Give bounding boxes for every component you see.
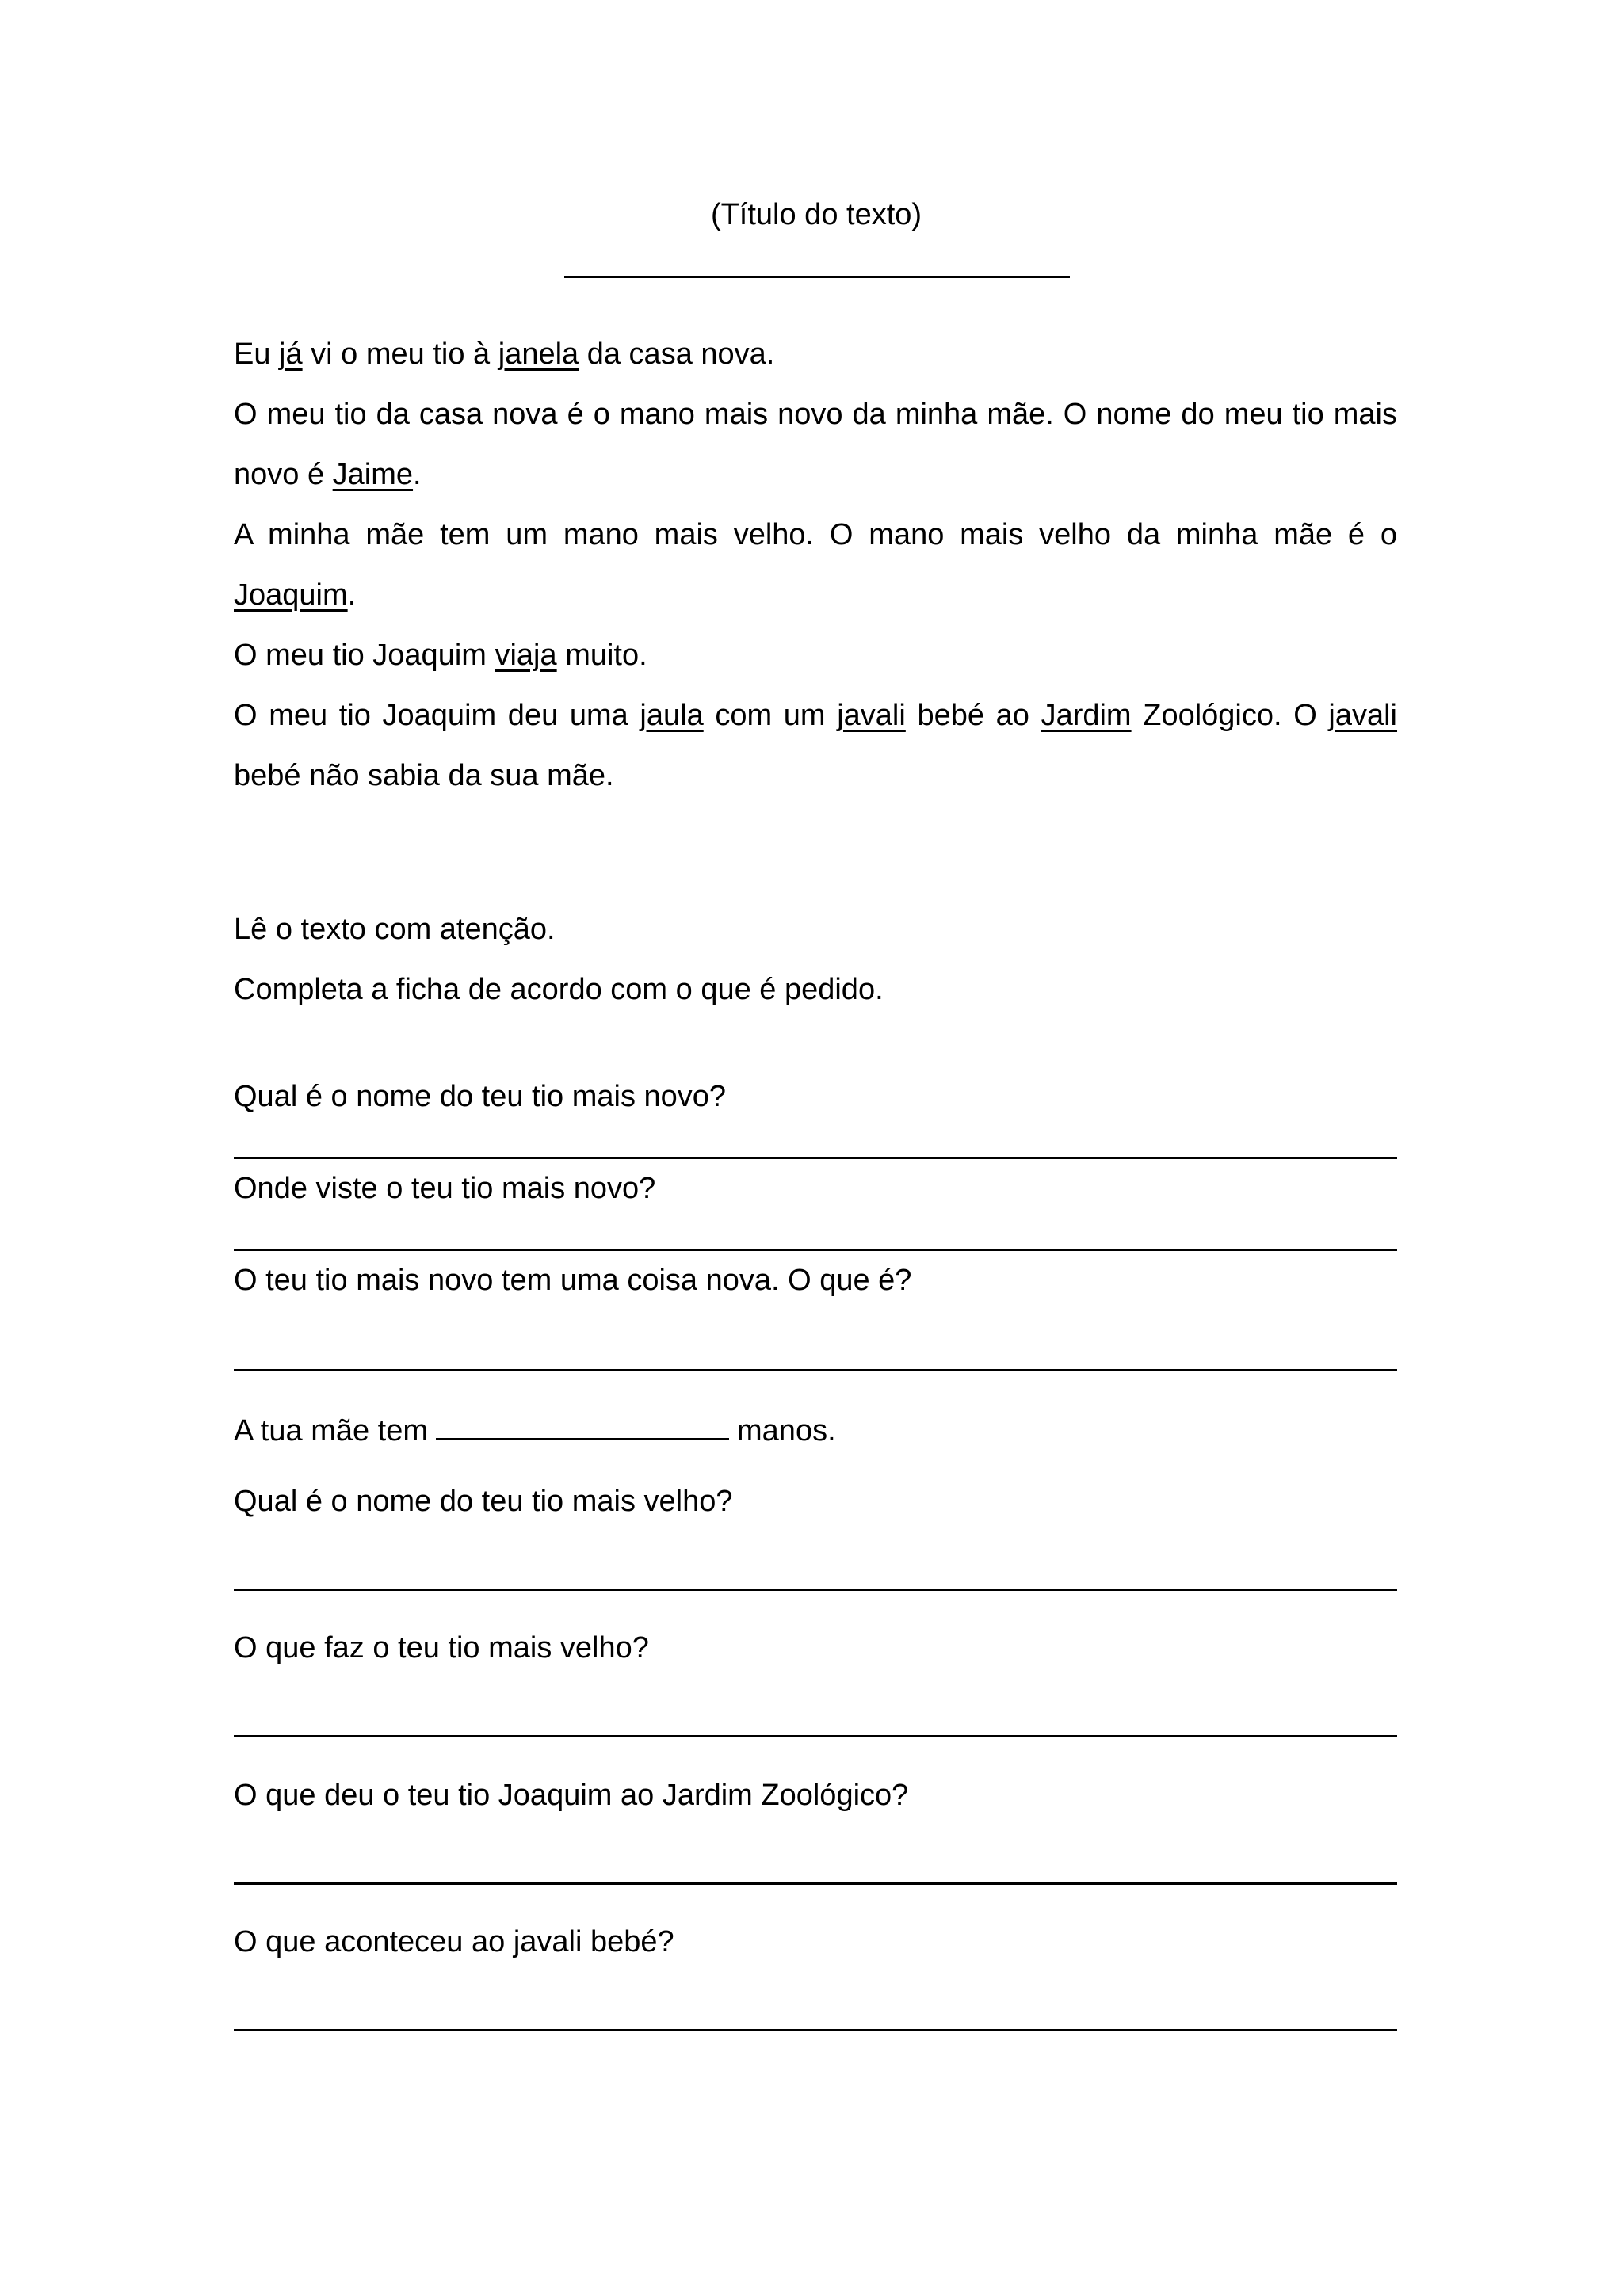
question-2: Onde viste o teu tio mais novo? [234, 1172, 656, 1205]
question-5: Qual é o nome do teu tio mais velho? [234, 1485, 733, 1518]
story-line-3: novo é Jaime. [234, 458, 422, 491]
answer-line-1[interactable] [234, 1157, 1397, 1159]
story-line-7: O meu tio Joaquim deu uma jaula com um javali bebé ao Jardim Zoológico. O javali [234, 699, 1398, 732]
answer-line-6[interactable] [234, 1735, 1397, 1737]
question-1: Qual é o nome do teu tio mais novo? [234, 1080, 727, 1113]
answer-line-5[interactable] [234, 1589, 1397, 1591]
answer-line-3[interactable] [234, 1369, 1397, 1371]
question-3: O teu tio mais novo tem uma coisa nova. O que é? [234, 1264, 912, 1297]
story-line-8: bebé não sabia da sua mãe. [234, 759, 614, 792]
answer-line-8[interactable] [234, 2029, 1397, 2031]
answer-line-7[interactable] [234, 1882, 1397, 1885]
instruction-read: Lê o texto com atenção. [234, 913, 556, 946]
question-7: O que deu o teu tio Joaquim ao Jardim Zoológico? [234, 1779, 909, 1812]
answer-blank-4[interactable] [436, 1409, 729, 1440]
question-6: O que faz o teu tio mais velho? [234, 1631, 649, 1665]
question-4: A tua mãe tem manos. [234, 1409, 1397, 1449]
story-line-2: O meu tio da casa nova é o mano mais novo da minha mãe. O nome do meu tio mais [234, 398, 1397, 431]
instruction-complete: Completa a ficha de acordo com o que é pedido. [234, 973, 884, 1006]
text-title: (Título do texto) [710, 198, 922, 231]
story-line-1: Eu já vi o meu tio à janela da casa nova. [234, 338, 775, 371]
story-line-5: Joaquim. [234, 578, 357, 612]
question-8: O que aconteceu ao javali bebé? [234, 1925, 674, 1958]
story-line-4: A minha mãe tem um mano mais velho. O mano mais velho da minha mãe é o [234, 518, 1397, 551]
answer-line-2[interactable] [234, 1249, 1397, 1251]
title-answer-line[interactable] [564, 276, 1070, 278]
story-line-6: O meu tio Joaquim viaja muito. [234, 639, 647, 672]
